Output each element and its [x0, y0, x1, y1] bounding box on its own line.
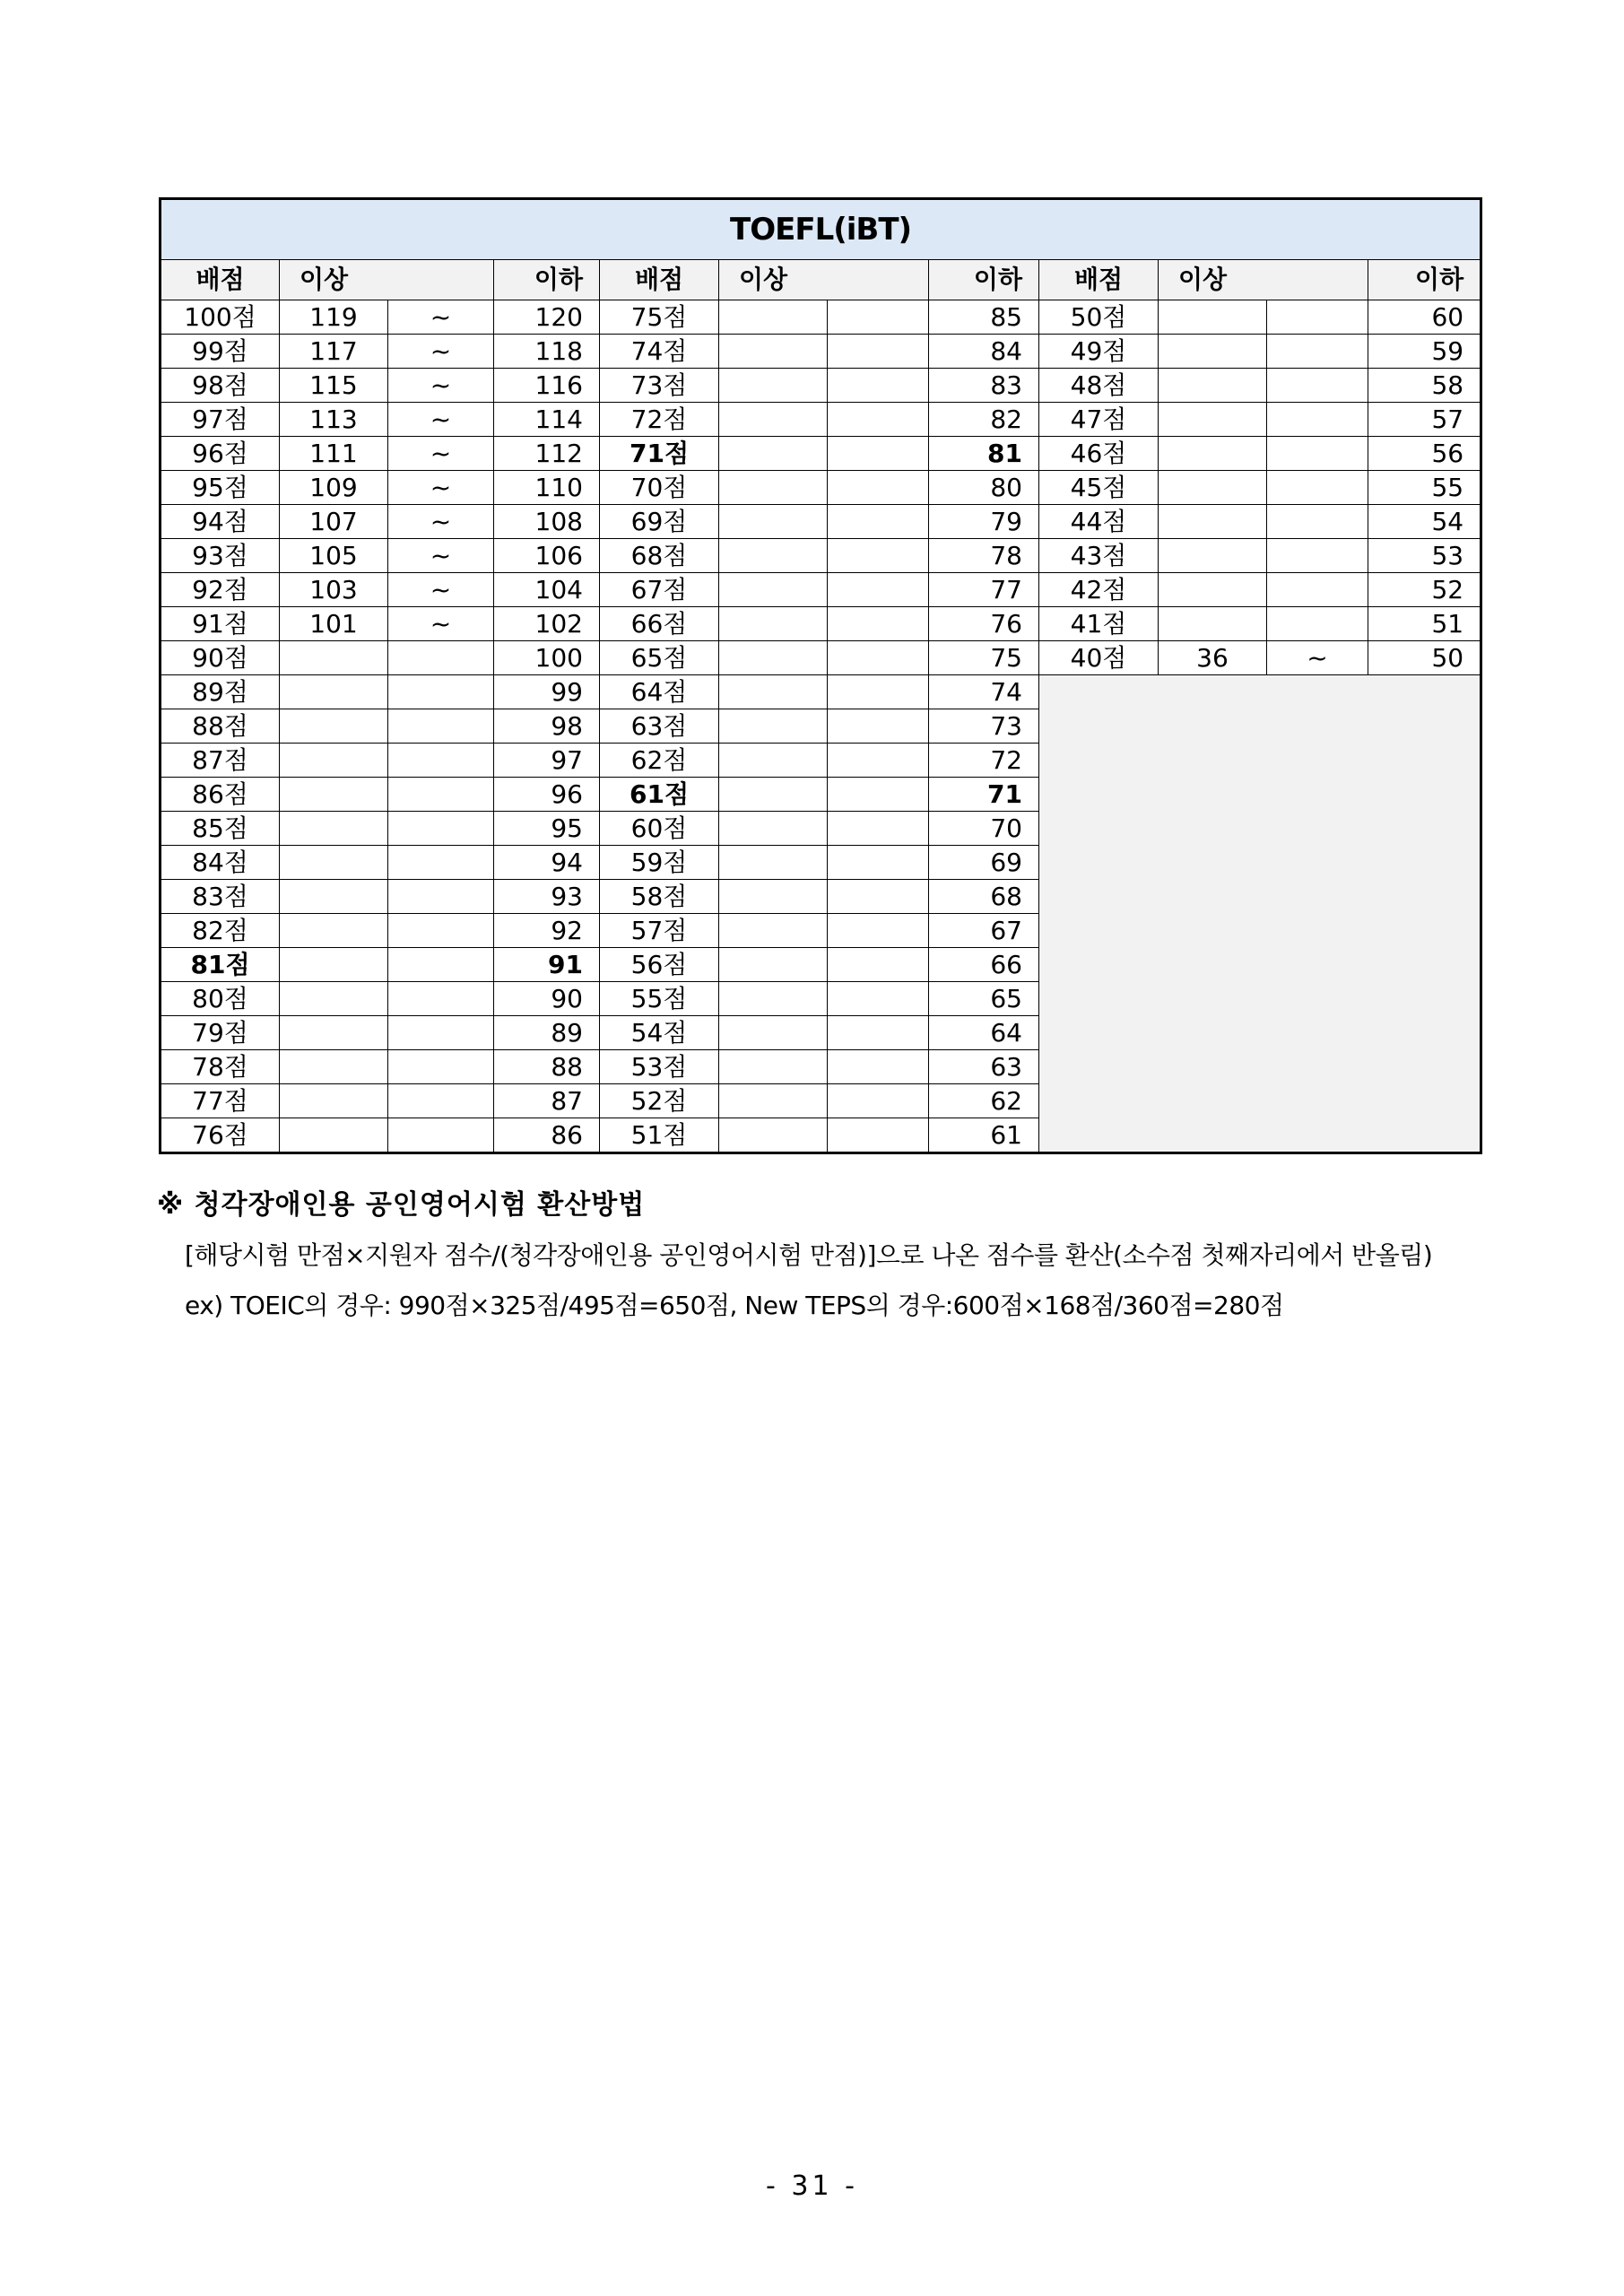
max-cell: 80: [929, 471, 1039, 505]
min-cell: [280, 1084, 388, 1118]
score-cell: 78점: [161, 1050, 280, 1084]
table-row: [161, 607, 1481, 641]
score-cell: 81점: [161, 948, 280, 982]
score-cell: 46점: [1039, 437, 1159, 471]
score-cell: 48점: [1039, 369, 1159, 403]
range-sep-cell: [1267, 573, 1368, 607]
range-sep-cell: [388, 880, 494, 914]
max-cell: 114: [494, 403, 600, 437]
range-sep-cell: [1267, 539, 1368, 573]
min-cell: [719, 471, 828, 505]
score-cell: 57점: [600, 914, 719, 948]
score-cell: 51점: [600, 1118, 719, 1153]
max-cell: 88: [494, 1050, 600, 1084]
max-cell: 54: [1368, 505, 1481, 539]
range-sep-cell: [828, 709, 929, 744]
max-cell: 64: [929, 1016, 1039, 1050]
max-cell: 94: [494, 846, 600, 880]
page-number: - 31 -: [766, 2170, 858, 2202]
min-cell: [719, 1050, 828, 1084]
score-cell: 77점: [161, 1084, 280, 1118]
score-cell: 50점: [1039, 300, 1159, 335]
score-cell: 71점: [600, 437, 719, 471]
max-cell: 92: [494, 914, 600, 948]
note-example: ex) TOEIC의 경우: 990점×325점/495점=650점, New TEPS의 경우:600점×168점/360점=280점: [185, 1291, 1284, 1320]
min-cell: [719, 778, 828, 812]
range-sep-cell: ~: [388, 403, 494, 437]
range-sep-cell: [1267, 335, 1368, 369]
max-cell: 99: [494, 675, 600, 709]
range-sep-cell: [388, 709, 494, 744]
header-score: 배점: [161, 260, 280, 300]
max-cell: 87: [494, 1084, 600, 1118]
score-cell: 45점: [1039, 471, 1159, 505]
range-sep-cell: [828, 607, 929, 641]
min-cell: [719, 982, 828, 1016]
range-sep-cell: [388, 914, 494, 948]
min-cell: [280, 641, 388, 675]
max-cell: 104: [494, 573, 600, 607]
min-cell: [280, 709, 388, 744]
score-cell: 83점: [161, 880, 280, 914]
max-cell: 58: [1368, 369, 1481, 403]
score-cell: 72점: [600, 403, 719, 437]
note-title: ※ 청각장애인용 공인영어시험 환산방법: [157, 1189, 646, 1221]
score-cell: 76점: [161, 1118, 280, 1153]
min-cell: 109: [280, 471, 388, 505]
score-cell: 52점: [600, 1084, 719, 1118]
score-cell: 74점: [600, 335, 719, 369]
range-sep-cell: [388, 675, 494, 709]
max-cell: 112: [494, 437, 600, 471]
table-row: [161, 300, 1481, 335]
max-cell: 50: [1368, 641, 1481, 675]
max-cell: 108: [494, 505, 600, 539]
max-cell: 120: [494, 300, 600, 335]
toefl-conversion-table-wrap: [159, 197, 1480, 1154]
range-sep-cell: [828, 505, 929, 539]
range-sep-cell: ~: [1267, 641, 1368, 675]
range-sep-cell: [828, 437, 929, 471]
max-cell: 73: [929, 709, 1039, 744]
header-score: 배점: [1039, 260, 1159, 300]
max-cell: 77: [929, 573, 1039, 607]
min-cell: [719, 300, 828, 335]
range-sep-cell: [828, 335, 929, 369]
header-min: 이상: [280, 260, 494, 300]
max-cell: 106: [494, 539, 600, 573]
max-cell: 95: [494, 812, 600, 846]
range-sep-cell: [828, 641, 929, 675]
range-sep-cell: ~: [388, 437, 494, 471]
range-sep-cell: [1267, 607, 1368, 641]
table-row: [161, 369, 1481, 403]
max-cell: 97: [494, 744, 600, 778]
score-cell: 99점: [161, 335, 280, 369]
table-row: [161, 573, 1481, 607]
min-cell: [1159, 335, 1267, 369]
score-cell: 93점: [161, 539, 280, 573]
min-cell: 103: [280, 573, 388, 607]
table-row: [161, 641, 1481, 675]
range-sep-cell: [388, 1118, 494, 1153]
min-cell: [719, 914, 828, 948]
max-cell: 84: [929, 335, 1039, 369]
score-cell: 62점: [600, 744, 719, 778]
max-cell: 60: [1368, 300, 1481, 335]
range-sep-cell: [828, 914, 929, 948]
header-min: 이상: [1159, 260, 1368, 300]
score-cell: 82점: [161, 914, 280, 948]
score-cell: 88점: [161, 709, 280, 744]
score-cell: 65점: [600, 641, 719, 675]
min-cell: [280, 1016, 388, 1050]
range-sep-cell: [1267, 471, 1368, 505]
min-cell: [719, 539, 828, 573]
max-cell: 61: [929, 1118, 1039, 1153]
max-cell: 69: [929, 846, 1039, 880]
table-row: [161, 539, 1481, 573]
range-sep-cell: [388, 1050, 494, 1084]
min-cell: [280, 744, 388, 778]
max-cell: 100: [494, 641, 600, 675]
score-cell: 87점: [161, 744, 280, 778]
min-cell: [1159, 471, 1267, 505]
min-cell: 115: [280, 369, 388, 403]
max-cell: 76: [929, 607, 1039, 641]
min-cell: 111: [280, 437, 388, 471]
min-cell: 119: [280, 300, 388, 335]
min-cell: [719, 709, 828, 744]
table-row: [161, 471, 1481, 505]
score-cell: 90점: [161, 641, 280, 675]
min-cell: [280, 914, 388, 948]
range-sep-cell: [1267, 369, 1368, 403]
range-sep-cell: [1267, 505, 1368, 539]
max-cell: 72: [929, 744, 1039, 778]
score-cell: 95점: [161, 471, 280, 505]
max-cell: 79: [929, 505, 1039, 539]
max-cell: 68: [929, 880, 1039, 914]
range-sep-cell: ~: [388, 335, 494, 369]
range-sep-cell: [828, 812, 929, 846]
max-cell: 96: [494, 778, 600, 812]
min-cell: [719, 369, 828, 403]
score-cell: 92점: [161, 573, 280, 607]
range-sep-cell: [828, 778, 929, 812]
score-cell: 40점: [1039, 641, 1159, 675]
range-sep-cell: [828, 846, 929, 880]
range-sep-cell: [828, 539, 929, 573]
max-cell: 89: [494, 1016, 600, 1050]
max-cell: 93: [494, 880, 600, 914]
min-cell: [1159, 573, 1267, 607]
range-sep-cell: [388, 641, 494, 675]
max-cell: 82: [929, 403, 1039, 437]
range-sep-cell: [1267, 437, 1368, 471]
max-cell: 59: [1368, 335, 1481, 369]
table-header-row: [161, 260, 1481, 300]
header-score: 배점: [600, 260, 719, 300]
max-cell: 70: [929, 812, 1039, 846]
min-cell: [719, 607, 828, 641]
range-sep-cell: [388, 1084, 494, 1118]
max-cell: 65: [929, 982, 1039, 1016]
min-cell: [280, 812, 388, 846]
range-sep-cell: [828, 300, 929, 335]
min-cell: 101: [280, 607, 388, 641]
score-cell: 63점: [600, 709, 719, 744]
empty-block: [1039, 675, 1481, 1153]
min-cell: [719, 675, 828, 709]
max-cell: 63: [929, 1050, 1039, 1084]
score-cell: 60점: [600, 812, 719, 846]
range-sep-cell: [388, 982, 494, 1016]
range-sep-cell: [388, 948, 494, 982]
score-cell: 80점: [161, 982, 280, 1016]
max-cell: 62: [929, 1084, 1039, 1118]
min-cell: [1159, 403, 1267, 437]
max-cell: 81: [929, 437, 1039, 471]
min-cell: [1159, 437, 1267, 471]
score-cell: 85점: [161, 812, 280, 846]
header-max: 이하: [494, 260, 600, 300]
range-sep-cell: [828, 1050, 929, 1084]
table-title: TOEFL(iBT): [161, 199, 1481, 260]
min-cell: [719, 1084, 828, 1118]
score-cell: 96점: [161, 437, 280, 471]
min-cell: [719, 1118, 828, 1153]
min-cell: [719, 744, 828, 778]
score-cell: 55점: [600, 982, 719, 1016]
max-cell: 118: [494, 335, 600, 369]
toefl-conversion-table: [159, 197, 1482, 1154]
max-cell: 56: [1368, 437, 1481, 471]
range-sep-cell: ~: [388, 369, 494, 403]
range-sep-cell: [828, 1084, 929, 1118]
score-cell: 70점: [600, 471, 719, 505]
range-sep-cell: ~: [388, 505, 494, 539]
max-cell: 55: [1368, 471, 1481, 505]
score-cell: 56점: [600, 948, 719, 982]
score-cell: 91점: [161, 607, 280, 641]
min-cell: [1159, 505, 1267, 539]
range-sep-cell: [828, 573, 929, 607]
max-cell: 85: [929, 300, 1039, 335]
min-cell: [719, 846, 828, 880]
table-row: [161, 335, 1481, 369]
score-cell: 79점: [161, 1016, 280, 1050]
range-sep-cell: [828, 744, 929, 778]
range-sep-cell: [828, 675, 929, 709]
score-cell: 86점: [161, 778, 280, 812]
max-cell: 102: [494, 607, 600, 641]
table-row: [161, 505, 1481, 539]
max-cell: 86: [494, 1118, 600, 1153]
max-cell: 83: [929, 369, 1039, 403]
score-cell: 54점: [600, 1016, 719, 1050]
range-sep-cell: [828, 982, 929, 1016]
min-cell: 113: [280, 403, 388, 437]
min-cell: [1159, 607, 1267, 641]
table-row: [161, 403, 1481, 437]
score-cell: 75점: [600, 300, 719, 335]
range-sep-cell: ~: [388, 300, 494, 335]
header-min: 이상: [719, 260, 929, 300]
min-cell: [719, 403, 828, 437]
range-sep-cell: [828, 948, 929, 982]
min-cell: [719, 880, 828, 914]
min-cell: [280, 675, 388, 709]
range-sep-cell: ~: [388, 607, 494, 641]
min-cell: [280, 846, 388, 880]
range-sep-cell: [388, 778, 494, 812]
min-cell: 107: [280, 505, 388, 539]
score-cell: 66점: [600, 607, 719, 641]
max-cell: 91: [494, 948, 600, 982]
range-sep-cell: [828, 369, 929, 403]
range-sep-cell: [828, 1016, 929, 1050]
range-sep-cell: [828, 403, 929, 437]
max-cell: 67: [929, 914, 1039, 948]
score-cell: 58점: [600, 880, 719, 914]
max-cell: 53: [1368, 539, 1481, 573]
score-cell: 98점: [161, 369, 280, 403]
max-cell: 78: [929, 539, 1039, 573]
max-cell: 90: [494, 982, 600, 1016]
min-cell: [280, 880, 388, 914]
score-cell: 100점: [161, 300, 280, 335]
header-max: 이하: [929, 260, 1039, 300]
range-sep-cell: [828, 880, 929, 914]
score-cell: 94점: [161, 505, 280, 539]
range-sep-cell: [388, 812, 494, 846]
score-cell: 73점: [600, 369, 719, 403]
min-cell: 36: [1159, 641, 1267, 675]
table-row: [161, 437, 1481, 471]
score-cell: 49점: [1039, 335, 1159, 369]
header-max: 이하: [1368, 260, 1481, 300]
min-cell: [1159, 300, 1267, 335]
range-sep-cell: [828, 471, 929, 505]
table-row: [161, 675, 1481, 709]
score-cell: 44점: [1039, 505, 1159, 539]
score-cell: 68점: [600, 539, 719, 573]
max-cell: 51: [1368, 607, 1481, 641]
max-cell: 110: [494, 471, 600, 505]
min-cell: [280, 982, 388, 1016]
min-cell: [719, 335, 828, 369]
max-cell: 74: [929, 675, 1039, 709]
table-body: [161, 300, 1481, 1153]
max-cell: 75: [929, 641, 1039, 675]
min-cell: [719, 641, 828, 675]
score-cell: 47점: [1039, 403, 1159, 437]
min-cell: 117: [280, 335, 388, 369]
max-cell: 116: [494, 369, 600, 403]
score-cell: 59점: [600, 846, 719, 880]
min-cell: [280, 948, 388, 982]
max-cell: 98: [494, 709, 600, 744]
range-sep-cell: [388, 744, 494, 778]
score-cell: 84점: [161, 846, 280, 880]
score-cell: 43점: [1039, 539, 1159, 573]
score-cell: 41점: [1039, 607, 1159, 641]
range-sep-cell: [388, 1016, 494, 1050]
score-cell: 53점: [600, 1050, 719, 1084]
score-cell: 67점: [600, 573, 719, 607]
min-cell: 105: [280, 539, 388, 573]
min-cell: [1159, 369, 1267, 403]
score-cell: 89점: [161, 675, 280, 709]
min-cell: [280, 1050, 388, 1084]
range-sep-cell: [828, 1118, 929, 1153]
score-cell: 97점: [161, 403, 280, 437]
range-sep-cell: ~: [388, 539, 494, 573]
score-cell: 42점: [1039, 573, 1159, 607]
range-sep-cell: [1267, 300, 1368, 335]
min-cell: [719, 505, 828, 539]
min-cell: [1159, 539, 1267, 573]
max-cell: 57: [1368, 403, 1481, 437]
min-cell: [719, 1016, 828, 1050]
range-sep-cell: ~: [388, 573, 494, 607]
range-sep-cell: [1267, 403, 1368, 437]
min-cell: [719, 573, 828, 607]
score-cell: 64점: [600, 675, 719, 709]
range-sep-cell: ~: [388, 471, 494, 505]
min-cell: [280, 778, 388, 812]
max-cell: 66: [929, 948, 1039, 982]
note-formula: [해당시험 만점×지원자 점수/(청각장애인용 공인영어시험 만점)]으로 나온 점수를 환산(소수점 첫째자리에서 반올림): [185, 1240, 1433, 1270]
score-cell: 61점: [600, 778, 719, 812]
min-cell: [719, 948, 828, 982]
min-cell: [719, 812, 828, 846]
max-cell: 52: [1368, 573, 1481, 607]
score-cell: 69점: [600, 505, 719, 539]
max-cell: 71: [929, 778, 1039, 812]
min-cell: [719, 437, 828, 471]
min-cell: [280, 1118, 388, 1153]
range-sep-cell: [388, 846, 494, 880]
